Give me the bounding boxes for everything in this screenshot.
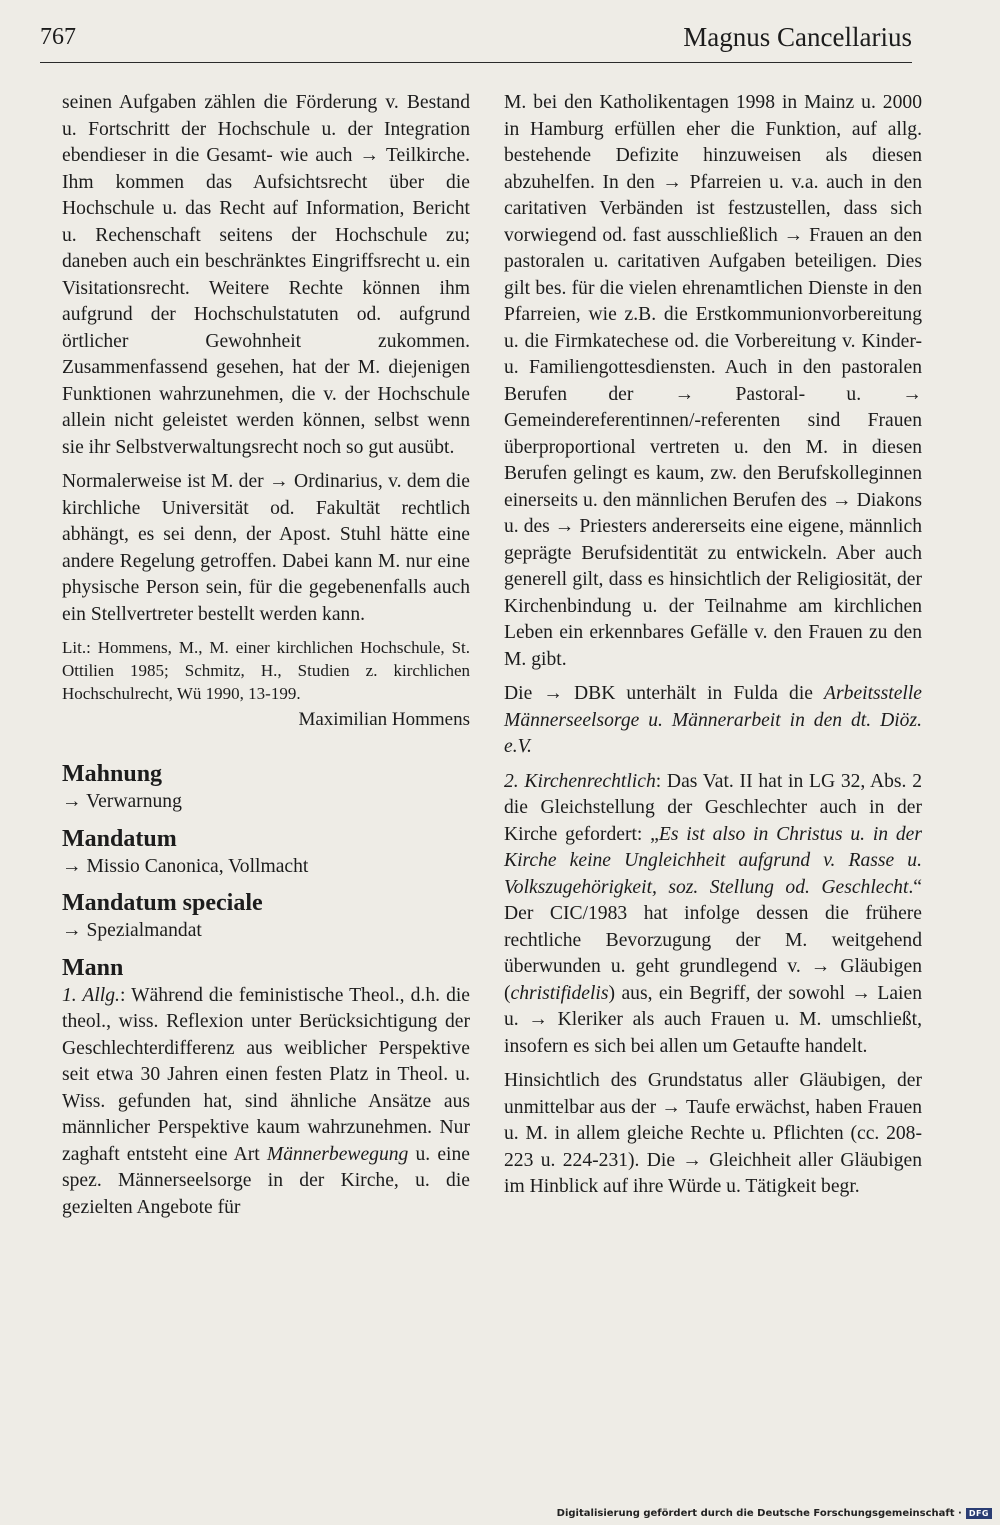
footer-text: Digitalisierung gefördert durch die Deutsche Forschungsgemeinschaft · bbox=[556, 1508, 962, 1519]
digitization-footer bbox=[557, 1508, 992, 1519]
left-column bbox=[62, 90, 470, 1229]
paragraph: Die → DBK unterhält in Fulda die Arbeitsstelle Männerseelsorge u. Männerarbeit in den dt. Diöz. e.V. bbox=[504, 683, 922, 757]
running-head: Magnus Cancellarius bbox=[683, 22, 912, 52]
entry-heading-mahnung: Mahnung bbox=[62, 761, 163, 787]
paragraph: M. bei den Katholikentagen 1998 in Mainz u. 2000 in Hamburg erfüllen eher die Funktion, auf allg. bestehende Defizite hinzuweisen als diesen abzuhelfen. In den → Pfarreien u. v.a. auch in den caritativen Verbänden ist festzustellen, dass sich vorwiegend od. fast ausschließlich → Frauen an den pastoralen u. caritativen Aufgaben beteiligen. Dies gilt bes. für die vielen ehrenamtlichen Dienste in den Pfarreien, wie z.B. die Erstkommunionvorbereitung u. die Firmkatechese od. die Vorbereitung v. Kinder- u. Familiengottesdiensten. Auch in den pastoralen Berufen der → Pastoral- u. → Gemeindereferentinnen/-referenten sind Frauen überproportional vertreten u. den M. in diesen Berufen gelingt es kaum, zw. den Berufskolleginnen einerseits u. den männlichen Berufen des → Diakons u. des → Priesters andererseits eine eigene, männlich geprägte Berufsidentität zu entwickeln. Aber auch generell gilt, dass es hinsichtlich der Religiosität, der Kirchenbindung u. der Teilnahme am kirchlichen Leben ein erkennbares Gefälle v. den Frauen zu den M. gibt. bbox=[504, 92, 922, 670]
literature-reference: Lit.: Hommens, M., M. einer kirchlichen Hochschule, St. Ottilien 1985; Schmitz, H., Studien z. kirchlichen Hochschulrecht, Wü 1990, 13-199. bbox=[62, 638, 470, 703]
cross-reference: → Spezialmandat bbox=[62, 920, 202, 941]
entry-heading-mandatum: Mandatum bbox=[62, 825, 177, 852]
right-column bbox=[504, 90, 922, 1209]
cross-reference: → Missio Canonica, Vollmacht bbox=[62, 855, 309, 877]
entry-heading-mandatum-speciale: Mandatum speciale bbox=[62, 890, 263, 916]
section-label: 1. Allg. bbox=[62, 984, 120, 1006]
paragraph: 1. Allg.: Während die feministische Theol., d.h. die theol., wiss. Reflexion unter Berücksichtigung der Geschlechterdifferenz aus weiblicher Perspektive seit etwa 30 Jahren einen festen Platz in Theol. u. Wiss. gefunden hat, sind ähnliche Ansätze aus männlicher Perspektive kaum wahrzunehmen. Nur zaghaft entsteht eine Art Männerbewegung u. eine spez. Männerseelsorge in der Kirche, u. die gezielten Angebote für bbox=[62, 984, 471, 1218]
author-signature: Maximilian Hommens bbox=[298, 709, 470, 730]
entry-heading-mann: Mann bbox=[62, 954, 124, 981]
cross-reference: → Verwarnung bbox=[62, 791, 182, 812]
paragraph: seinen Aufgaben zählen die Förderung v. Bestand u. Fortschritt der Hochschule u. der Integration ebendieser in die Gesamt- wie auch → Teilkirche. Ihm kommen das Aufsichtsrecht über die Hochschule u. das Recht auf Information, Bericht u. Rechenschaft seitens der Hochschule zu; daneben auch ein beschränktes Eingriffsrecht u. ein Visitationsrecht. Weitere Rechte können ihm aufgrund der Hochschulstatuten od. aufgrund örtlicher Gewohnheit zukommen. Zusammenfassend gesehen, hat der M. diejenigen Funktionen wahrzunehmen, die v. der Hochschule allein nicht geleistet werden können, selbst wenn sie ihr Selbstverwaltungsrecht noch so gut ausübt. bbox=[62, 92, 470, 458]
page-header bbox=[40, 18, 912, 63]
paragraph: 2. Kirchenrechtlich: Das Vat. II hat in LG 32, Abs. 2 die Gleichstellung der Geschlechter auch in der Kirche gefordert: „Es ist also in Christus u. in der Kirche keine Ungleichheit aufgrund v. Rasse u. Volkszugehörigkeit, soz. Stellung od. Geschlecht.“ Der CIC/1983 hat infolge dessen die frühere rechtliche Bevorzugung der M. weitgehend überwunden u. geht grundlegend v. → Gläubigen (christifidelis) aus, ein Begriff, der sowohl → Laien u. → Kleriker als auch Frauen u. M. umschließt, insofern es sich bei allen um Getaufte handelt. bbox=[504, 770, 922, 1057]
paragraph: Hinsichtlich des Grundstatus aller Gläubigen, der unmittelbar aus der → Taufe erwächst, haben Frauen u. M. in allem gleiche Rechte u. Pflichten (cc. 208-223 u. 224-231). Die → Gleichheit aller Gläubigen im Hinblick auf ihre Würde u. Tätigkeit begr. bbox=[504, 1070, 922, 1197]
dfg-logo: DFG bbox=[966, 1508, 992, 1519]
paragraph: Normalerweise ist M. der → Ordinarius, v. dem die kirchliche Universität od. Fakultät rechtlich abhängt, es sei denn, der Apost. Stuhl hätte eine andere Regelung getroffen. Dabei kann M. nur eine physische Person sein, für die gegebenenfalls auch ein Stellvertreter bestellt werden kann. bbox=[62, 471, 470, 625]
section-label: 2. Kirchenrechtlich bbox=[504, 770, 656, 792]
page-number: 767 bbox=[40, 24, 76, 50]
